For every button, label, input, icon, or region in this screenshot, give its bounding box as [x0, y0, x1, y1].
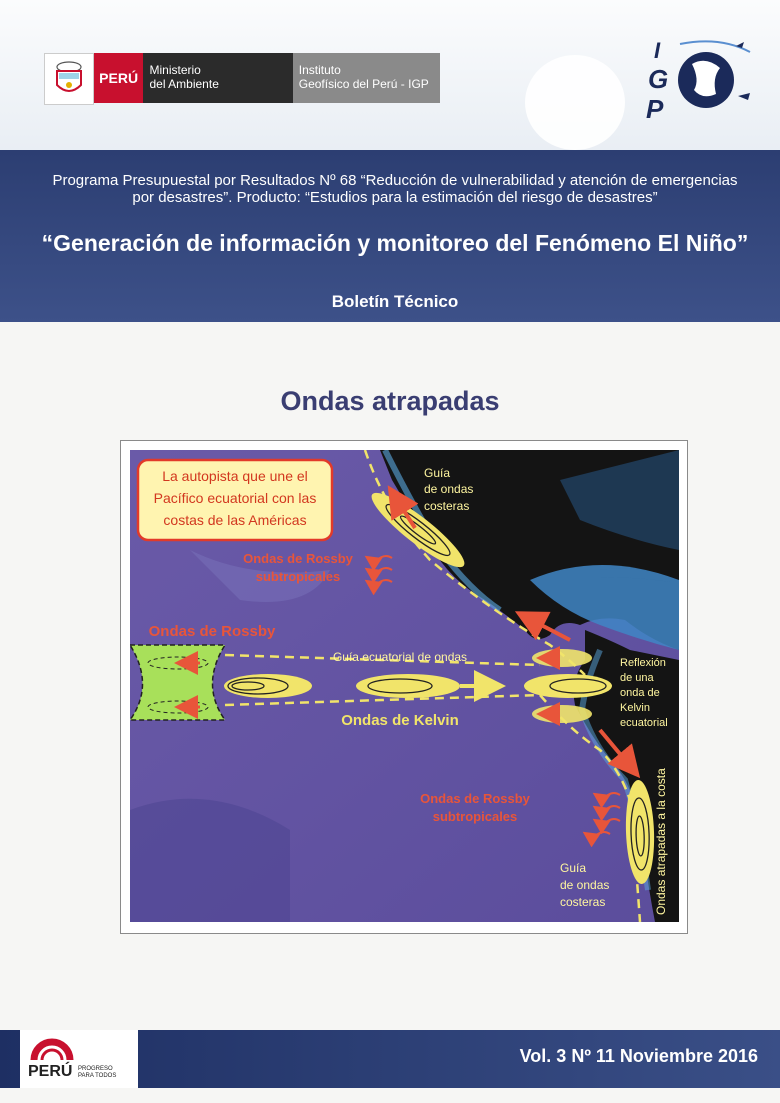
trapped-waves-map — [130, 450, 679, 922]
instituto-label — [293, 53, 440, 103]
guia-costeras-north-3: costeras — [424, 499, 470, 513]
igp-logo — [640, 36, 760, 126]
callout-line3: costas de las Américas — [163, 512, 307, 528]
peru-progreso-logo — [20, 1030, 138, 1088]
bulletin-subtitle: Boletín Técnico — [331, 292, 459, 311]
guia-costeras-north-2: de ondas — [424, 482, 474, 496]
peru-label: PERÚ — [94, 53, 144, 103]
reflexion-line3: onda de — [620, 687, 660, 699]
rossby-equatorial-label: Ondas de Rossby — [148, 623, 276, 640]
progreso-line1: PROGRESO — [78, 1066, 113, 1072]
rossby-subtropical-south-2: subtropicales — [432, 809, 518, 824]
guia-costeras-north-1: Guía — [424, 466, 451, 480]
section-title: Ondas atrapadas — [280, 386, 500, 416]
callout-line1: La autopista que une el — [162, 468, 308, 484]
rossby-equatorial-wave — [130, 645, 225, 720]
callout-line2: Pacífico ecuatorial con las — [153, 490, 317, 506]
igp-letter-g: G — [648, 64, 669, 94]
decorative-circle — [525, 55, 625, 150]
ministerio-line1: Ministerio — [149, 63, 201, 77]
program-text: Programa Presupuestal por Resultados Nº 68 “Reducción de vulnerabilidad y atención de emergencias por desastres”. Producto: “Estudios para la estimación del riesgo de desastres” — [52, 172, 738, 206]
bulletin-title: “Generación de información y monitoreo del Fenómeno El Niño” — [41, 230, 749, 256]
header-banner — [0, 150, 780, 322]
instituto-line2: Geofísico del Perú - IGP — [298, 77, 429, 91]
guia-costeras-south-3: costeras — [560, 895, 606, 909]
kelvin-wave-center — [356, 674, 460, 698]
peru-footer-text: PERÚ — [28, 1063, 73, 1080]
reflexion-line4: Kelvin — [620, 702, 650, 714]
reflexion-line1: Reflexión — [620, 657, 666, 669]
guia-costeras-south-2: de ondas — [560, 878, 610, 892]
igp-letter-i: I — [654, 38, 661, 63]
progreso-line2: PARA TODOS — [78, 1073, 117, 1079]
atrapadas-costa-label: Ondas atrapadas a la costa — [654, 768, 668, 915]
reflexion-line2: de una — [620, 672, 654, 684]
guia-costeras-south-1: Guía — [560, 861, 587, 875]
guia-ecuatorial-label: Guía ecuatorial de ondas — [332, 650, 468, 664]
kelvin-label: Ondas de Kelvin — [341, 712, 459, 729]
rossby-subtropical-south-1: Ondas de Rossby — [420, 791, 530, 806]
reflexion-line5: ecuatorial — [620, 717, 668, 729]
kelvin-wave-east — [524, 674, 612, 698]
volume-issue-date: Vol. 3 Nº 11 Noviembre 2016 — [519, 1046, 758, 1066]
peru-shield-icon — [44, 53, 94, 105]
instituto-line1: Instituto — [298, 63, 341, 77]
igp-letter-p: P — [646, 94, 664, 124]
rossby-subtropical-north-1: Ondas de Rossby — [243, 551, 353, 566]
kelvin-wave-west — [224, 674, 312, 698]
rossby-subtropical-north-2: subtropicales — [255, 569, 341, 584]
ministerio-line2: del Ambiente — [149, 77, 219, 91]
institution-logos — [44, 53, 440, 103]
ministerio-label — [143, 53, 292, 103]
